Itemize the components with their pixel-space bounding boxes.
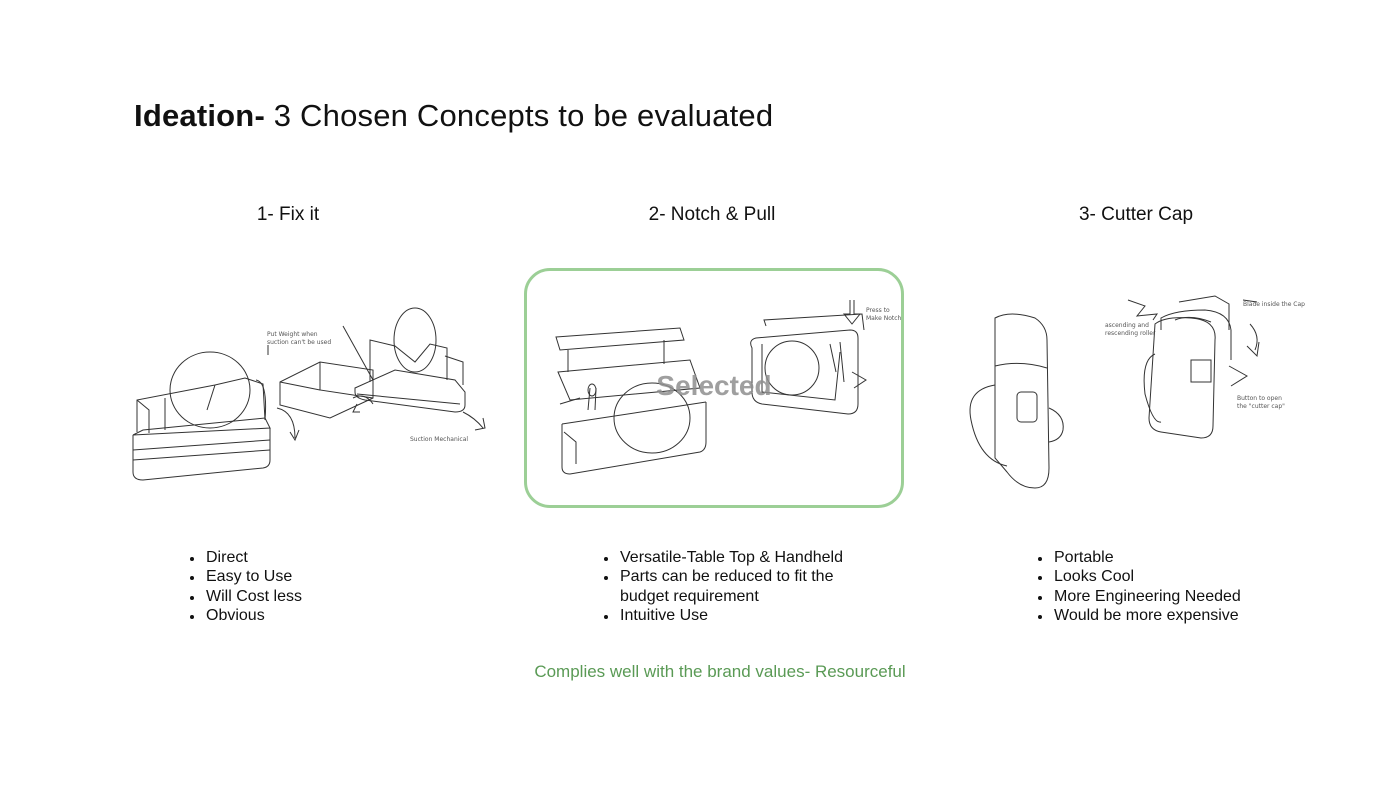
concept-3-title: 3- Cutter Cap: [1078, 204, 1194, 225]
concept-1-bullets: [188, 548, 464, 626]
list-item: • Obvious: [204, 606, 464, 625]
concept-3-note-b: ascending and: [1105, 322, 1149, 329]
selected-label: Selected: [656, 370, 772, 401]
concept-3-note-e: the "cutter cap": [1237, 403, 1285, 410]
concept-3-note-d: Button to open: [1237, 395, 1282, 402]
list-item: • Will Cost less: [204, 587, 464, 606]
list-item: • Looks Cool: [1052, 567, 1312, 586]
brand-values-note: Complies well with the brand values- Resourceful: [534, 662, 906, 681]
list-item: • Versatile-Table Top & Handheld: [618, 548, 880, 567]
page-title: [134, 98, 773, 134]
concept-1-title: 1- Fix it: [256, 204, 320, 225]
concept-3-note-a: Blade inside the Cap: [1243, 301, 1305, 308]
list-item: • Easy to Use: [204, 567, 464, 586]
concept-1-note-a: Put Weight when: [267, 331, 318, 338]
concept-2-note-b: Make Notch: [866, 315, 902, 322]
concept-1-note-c: Suction Mechanical: [410, 436, 469, 443]
concept-3-sketch: [965, 290, 1305, 495]
list-item: • Portable: [1052, 548, 1312, 567]
list-item: • More Engineering Needed: [1052, 587, 1312, 606]
concept-3-note-c: rescending roller: [1105, 330, 1156, 337]
concept-2-bullets: [602, 548, 880, 626]
page-title-bold: Ideation-: [134, 98, 265, 133]
list-item: • Direct: [204, 548, 464, 567]
list-item: • Intuitive Use: [618, 606, 880, 625]
concept-1-note-b: suction can't be used: [267, 339, 332, 346]
concept-2-note-a: Press to: [866, 307, 890, 314]
concept-2-title: 2- Notch & Pull: [648, 204, 776, 225]
list-item: • Would be more expensive: [1052, 606, 1312, 625]
concept-1-sketch: [125, 300, 495, 490]
page-title-rest: 3 Chosen Concepts to be evaluated: [264, 98, 774, 133]
list-item: • Parts can be reduced to fit the budget requirement: [618, 567, 880, 606]
concept-3-bullets: [1036, 548, 1312, 626]
